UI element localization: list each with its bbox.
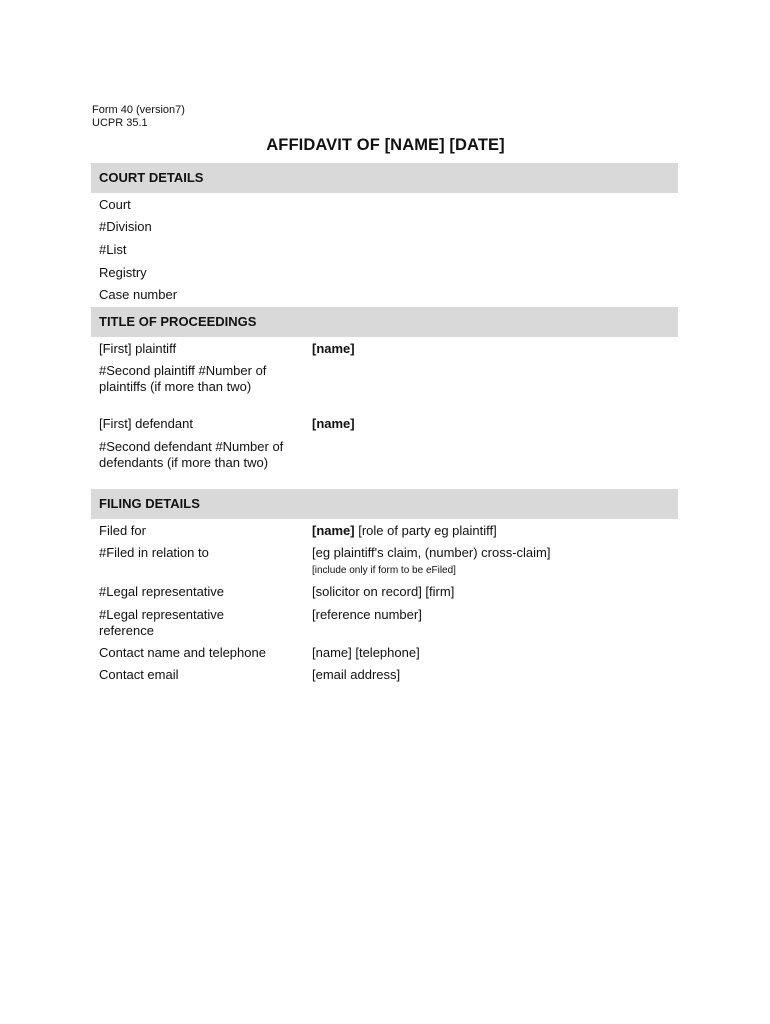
legal-representative-value: [solicitor on record] [firm] [312, 584, 455, 599]
first-defendant-label: [First] defendant [99, 416, 193, 431]
filing-details-heading: FILING DETAILS [91, 489, 678, 519]
registry-label: Registry [99, 265, 147, 280]
form-number: Form 40 (version7) [92, 104, 185, 116]
legal-representative-label: #Legal representative [99, 584, 225, 599]
document-title: AFFIDAVIT OF [NAME] [DATE] [266, 136, 505, 154]
second-defendant-label: #Second defendant #Number of defendants (if more than two) [99, 439, 284, 470]
filed-in-relation-label: #Filed in relation to [99, 545, 209, 560]
filed-in-relation-value: [eg plaintiff's claim, (number) cross-claim] [312, 545, 551, 560]
first-plaintiff-label: [First] plaintiff [99, 341, 177, 356]
legal-representative-reference-label: #Legal representative reference [99, 607, 225, 638]
list-label: #List [99, 242, 127, 257]
first-plaintiff-value: [name] [312, 341, 355, 356]
filed-for-name: [name] [312, 523, 355, 538]
contact-name-value: [name] [telephone] [312, 645, 420, 660]
filed-for-role: [role of party eg plaintiff] [354, 523, 497, 538]
contact-email-value: [email address] [312, 667, 401, 682]
division-label: #Division [99, 219, 152, 234]
ucpr-rule: UCPR 35.1 [92, 117, 148, 129]
case-number-label: Case number [99, 287, 178, 302]
first-defendant-value: [name] [312, 416, 355, 431]
filed-for-value [312, 523, 672, 539]
title-of-proceedings-heading: TITLE OF PROCEEDINGS [91, 307, 678, 337]
court-details-heading: COURT DETAILS [91, 163, 678, 193]
filed-for-label: Filed for [99, 523, 146, 538]
court-label: Court [99, 197, 131, 212]
legal-representative-reference-value: [reference number] [312, 607, 422, 622]
contact-name-label: Contact name and telephone [99, 645, 266, 660]
second-plaintiff-label: #Second plaintiff #Number of plaintiffs (if more than two) [99, 363, 267, 394]
contact-email-label: Contact email [99, 667, 179, 682]
efiled-note: [include only if form to be eFiled] [312, 565, 456, 576]
